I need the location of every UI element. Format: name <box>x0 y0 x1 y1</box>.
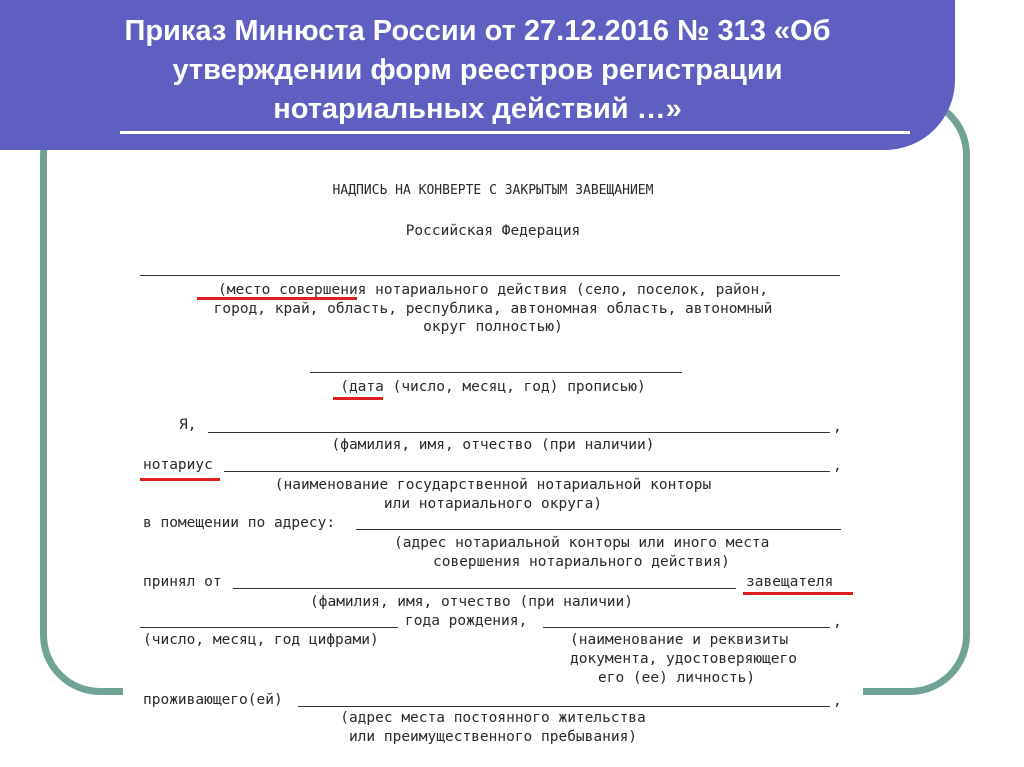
doc-hint-2: документа, удостоверяющего <box>570 651 797 667</box>
residing-comma: , <box>833 693 842 709</box>
slide-title-banner <box>0 0 955 150</box>
document-line <box>543 627 830 628</box>
place-hint-3: округ полностью) <box>423 319 563 335</box>
slide-title-line-2: утверждении форм реестров регистрации <box>172 54 783 86</box>
residing-label: проживающего(ей) <box>143 692 283 708</box>
address-hint-2: совершения нотариального действия) <box>433 554 730 570</box>
highlight-place <box>197 297 357 300</box>
slide-title-line-1: Приказ Минюста России от 27.12.2016 № 313 «Об <box>124 15 831 47</box>
office-hint-2: или нотариального округа) <box>383 496 603 512</box>
fio-hint: (фамилия, имя, отчество (при наличии) <box>331 437 655 453</box>
highlight-date <box>333 397 383 400</box>
testator-fio-hint: (фамилия, имя, отчество (при наличии) <box>310 594 634 610</box>
place-line <box>140 275 840 276</box>
place-hint-2: город, край, область, республика, автономная область, автономный <box>213 301 773 317</box>
accepted-label: принял от <box>143 574 222 590</box>
office-hint-1: (наименование государственной нотариальной конторы <box>274 477 712 493</box>
fio-line <box>208 432 830 433</box>
birth-comma: , <box>833 614 842 630</box>
notary-label: нотариус <box>143 457 213 473</box>
notary-comma: , <box>833 458 842 474</box>
accepted-line <box>233 588 736 589</box>
notary-line <box>224 471 830 472</box>
birth-line <box>140 627 398 628</box>
testator-label: завещателя <box>746 574 834 590</box>
premises-label: в помещении по адресу: <box>143 515 336 531</box>
residence-hint-2: или преимущественного пребывания) <box>348 729 638 745</box>
birth-hint: (число, месяц, год цифрами) <box>143 632 379 648</box>
place-hint-1: (место совершения нотариального действия (село, поселок, район, <box>218 282 768 298</box>
document-form <box>123 150 863 767</box>
i-comma: , <box>833 419 842 435</box>
date-line <box>310 372 682 373</box>
highlight-testator <box>743 592 853 595</box>
document-heading: НАДПИСЬ НА КОНВЕРТЕ С ЗАКРЫТЫМ ЗАВЕЩАНИЕМ <box>332 183 654 198</box>
doc-hint-3: его (ее) личность) <box>598 670 756 686</box>
slide-title-line-3: нотариальных действий …» <box>273 93 682 125</box>
birth-year-label: года рождения, <box>405 613 528 629</box>
residence-hint-1: (адрес места постоянного жительства <box>340 710 646 726</box>
address-hint-1: (адрес нотариальной конторы или иного места <box>394 535 770 551</box>
title-underline <box>120 131 910 134</box>
residing-line <box>298 706 830 707</box>
date-hint: (дата (число, месяц, год) прописью) <box>340 379 646 395</box>
premises-line <box>356 529 841 530</box>
doc-hint-1: (наименование и реквизиты <box>570 632 789 648</box>
country-name: Российская Федерация <box>405 223 581 239</box>
i-label: Я, <box>179 417 197 433</box>
